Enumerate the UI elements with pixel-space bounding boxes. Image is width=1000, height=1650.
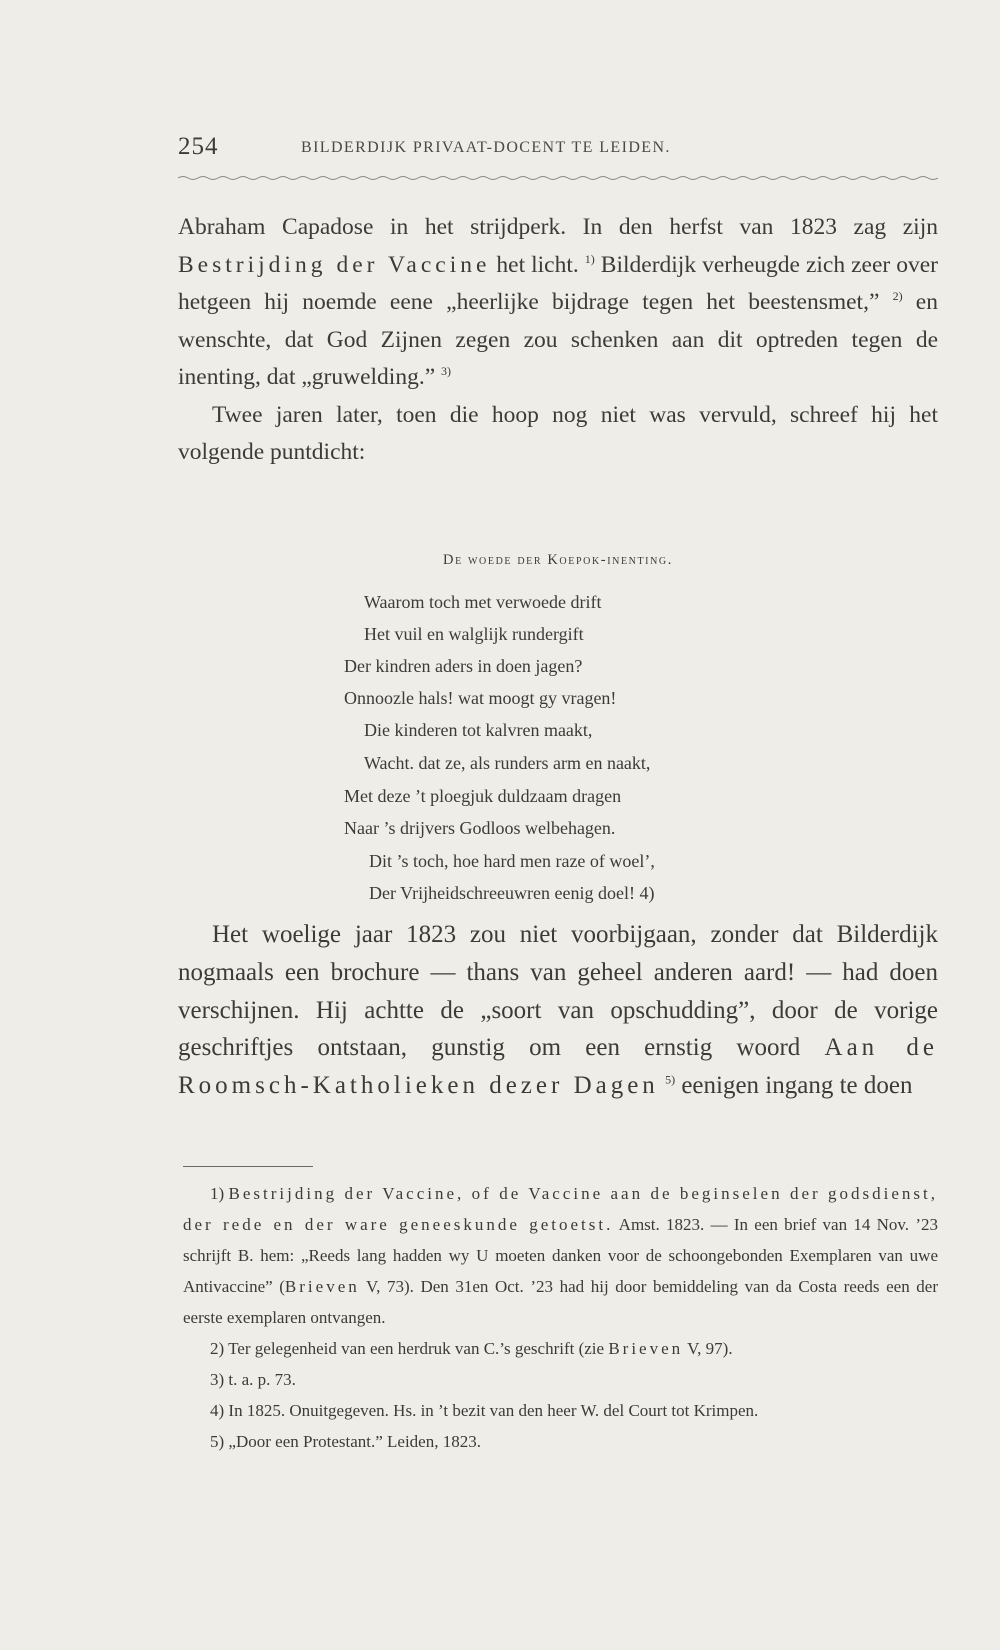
work-title-bestrijding: Bestrijding der Vaccine [178, 251, 491, 278]
paragraph-2: Twee jaren later, toen die hoop nog niet was vervuld, schreef hij het volgende puntdicht: [178, 401, 938, 465]
header-rule [178, 174, 938, 182]
footnote-1-text-a: Amst. 1823. — In een brief van 14 Nov. ’23 schrijft B. hem: „Reeds lang hadden wy U moeten danken voor de schoongebonden Exemplaren van uwe Antivaccine” ( [183, 1215, 938, 1296]
body-section-1 [178, 209, 938, 472]
body-section-2 [178, 916, 938, 1105]
footnote-ref-1: 1) [584, 251, 595, 266]
footnote-1-text-b: V, 73). Den 31en Oct. ’23 had hij door bemiddeling van da Costa reeds een der eerste exemplaren ontvangen. [183, 1277, 938, 1327]
paragraph-1 [178, 209, 938, 397]
running-head: BILDERDIJK PRIVAAT-DOCENT TE LEIDEN. [301, 139, 671, 156]
work-title-roomsch-katholieken: Aan de Roomsch-Katholieken dezer Dagen [178, 1034, 938, 1100]
page-header [178, 133, 938, 173]
footnote-ref-5: 5) [665, 1072, 676, 1087]
poem-line: Der kindren aders in doen jagen? [344, 656, 583, 676]
footnote-3: 3) t. a. p. 73. [210, 1370, 296, 1389]
page-number: 254 [178, 133, 219, 160]
poem-line: Onnoozle hals! wat moogt gy vragen! [344, 688, 617, 708]
poem-line: Met deze ’t ploegjuk duldzaam dragen [344, 786, 622, 806]
footnotes [183, 1178, 938, 1457]
footnote-2-text-b: V, 97). [683, 1339, 733, 1358]
paragraph-3 [178, 916, 938, 1105]
footnote-2-brieven: Brieven [608, 1339, 684, 1358]
footnote-1-number: 1) [210, 1184, 225, 1203]
para3-text-a: Het woelige jaar 1823 zou niet voorbijgaan, zonder dat Bilderdijk nogmaals een brochure — thans van geheel anderen aard! — had doen verschijnen. Hij achtte de „soort van opschudding”, door de vorige geschriftjes ontstaan, gunstig om een ernstig woord [178, 921, 938, 1062]
footnote-2-number: 2) [210, 1339, 225, 1358]
footnote-1-brieven: Brieven [284, 1277, 360, 1296]
poem-line: Het vuil en walglijk rundergift [364, 624, 584, 644]
footnote-rule [183, 1166, 313, 1167]
para1-text-a: Abraham Capadose in het strijdperk. In den herfst van 1823 zag zijn [178, 214, 938, 240]
poem-title: De woede der Koepok-inenting. [443, 552, 673, 568]
poem-line: Wacht. dat ze, als runders arm en naakt, [364, 753, 651, 773]
footnote-5: 5) „Door een Protestant.” Leiden, 1823. [210, 1432, 481, 1451]
footnote-2 [183, 1333, 938, 1364]
poem-line: Waarom toch met verwoede drift [364, 592, 602, 612]
footnote-ref-3: 3) [441, 364, 451, 379]
footnote-1-title: Bestrijding der Vaccine, of de Vaccine aan de beginselen der godsdienst, der rede en der ware geneeskunde getoetst. [183, 1184, 938, 1234]
poem-line: Naar ’s drijvers Godloos welbehagen. [344, 818, 616, 838]
para1-text-b: het licht. [490, 251, 585, 278]
footnote-ref-2: 2) [892, 289, 903, 304]
poem-line: Die kinderen tot kalvren maakt, [364, 720, 593, 740]
para1-text-d: en wenschte, dat God Zijnen zegen zou schenken aan dit optreden tegen de inenting, dat „gruwelding.” [178, 289, 938, 390]
footnote-2-text-a: Ter gelegenheid van een herdruk van C.’s geschrift (zie [224, 1339, 609, 1358]
footnote-1 [183, 1178, 938, 1333]
para1-text-c: Bilderdijk verheugde zich zeer over hetgeen hij noemde eene „heerlijke bijdrage tegen het beestensmet,” [178, 251, 938, 315]
footnote-4: 4) In 1825. Onuitgegeven. Hs. in ’t bezit van den heer W. del Court tot Krimpen. [210, 1401, 759, 1420]
poem-line: Dit ’s toch, hoe hard men raze of woel’, [369, 851, 655, 871]
poem-line: Der Vrijheidschreeuwren eenig doel! 4) [369, 883, 655, 903]
para3-text-c: eenigen ingang te doen [675, 1072, 913, 1100]
